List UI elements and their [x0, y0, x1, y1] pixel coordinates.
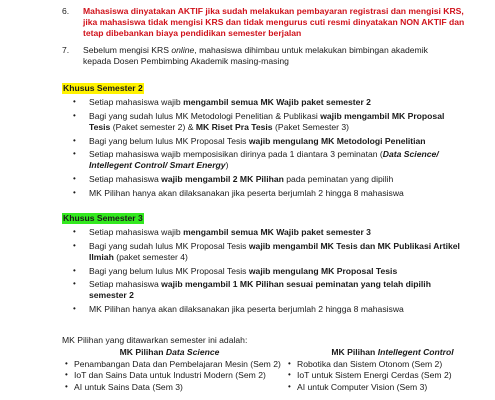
numbered-item-7 — [62, 45, 482, 67]
list-item: • Setiap mahasiswa wajib mengambil semua MK Wajib paket semester 2 — [73, 97, 371, 107]
bullet-icon: • — [73, 188, 76, 198]
list-item: • IoT untuk Sistem Energi Cerdas (Sem 2) — [288, 370, 452, 381]
bullet-icon: • — [73, 110, 76, 120]
item-7-line-2: kepada Dosen Pembimbing Akademik masing-masing — [83, 55, 289, 66]
bullet-icon: • — [73, 304, 76, 314]
bullet-icon: • — [73, 227, 76, 236]
electives-data-science — [62, 347, 281, 393]
bullet-icon: • — [65, 370, 68, 380]
item-6-line-2: jika mahasiswa tidak mengisi KRS dan tidak mengurus cuti resmi dinyatakan NON AKTIF dan — [83, 16, 465, 27]
item-7-line-1: Sebelum mengisi KRS online, mahasiswa dihimbau untuk melakukan bimbingan akademik — [83, 45, 428, 55]
list-item: • IoT dan Sains Data untuk Industri Modern (Sem 2) — [65, 370, 266, 381]
semester-2-list — [62, 97, 482, 202]
bullet-icon: • — [73, 265, 76, 275]
list-item: • Bagi yang belum lulus MK Proposal Tesis wajib mengulang MK Proposal Tesis — [73, 265, 398, 276]
list-item: • MK Pilihan hanya akan dilaksanakan jika peserta berjumlah 2 hingga 8 mahasiswa — [73, 304, 404, 315]
list-item: • Bagi yang sudah lulus MK Proposal Tesis wajib mengambil MK Tesis dan MK Publikasi Artikel Ilmiah (paket semester 4) — [73, 240, 460, 262]
list-item: • AI untuk Sains Data (Sem 3) — [65, 381, 183, 392]
bullet-icon: • — [288, 381, 291, 391]
item-number: 6. — [62, 6, 70, 16]
numbered-item-6 — [62, 6, 482, 38]
list-item: • Setiap mahasiswa wajib mengambil 1 MK Pilihan sesuai peminatan yang telah dipilih semester 2 — [73, 279, 431, 301]
list-item: • Setiap mahasiswa wajib memposisikan dirinya pada 1 diantara 3 peminatan (Data Science/ Intellegent Control/ Smart Energy) — [73, 149, 439, 171]
bullet-icon: • — [73, 135, 76, 145]
bullet-icon: • — [73, 174, 76, 184]
semester-3-heading: Khusus Semester 3 — [63, 213, 143, 223]
list-item: • MK Pilihan hanya akan dilaksanakan jika peserta berjumlah 2 hingga 8 mahasiswa — [73, 188, 404, 199]
bullet-icon: • — [73, 97, 76, 106]
semester-2-heading: Khusus Semester 2 — [63, 83, 143, 93]
item-6-line-3: tetap dibebankan biaya pendidikan semester berjalan — [83, 27, 302, 38]
list-item: • Bagi yang sudah lulus MK Metodologi Penelitian & Publikasi wajib mengambil MK Proposal Tesis (Paket semester 2) & MK Riset Pra Tesis (Paket Semester 3) — [73, 110, 445, 132]
electives-intellegent-control — [285, 347, 495, 393]
list-item: • Bagi yang belum lulus MK Proposal Tesis wajib mengulang MK Metodologi Penelitian — [73, 135, 426, 146]
bullet-icon: • — [288, 358, 291, 368]
list-item: • Penambangan Data dan Pembelajaran Mesin (Sem 2) — [65, 358, 281, 369]
bullet-icon: • — [73, 240, 76, 250]
bullet-icon: • — [73, 149, 76, 159]
column-title: MK Pilihan Data Science — [119, 347, 220, 357]
item-6-line-1: Mahasiswa dinyatakan AKTIF jika sudah melakukan pembayaran registrasi dan mengisi KRS, — [83, 6, 464, 16]
bullet-icon: • — [73, 279, 76, 289]
semester-3-list — [62, 227, 482, 318]
bullet-icon: • — [288, 370, 291, 380]
column-title: MK Pilihan Intellegent Control — [331, 347, 454, 357]
bullet-icon: • — [65, 358, 68, 368]
electives-intro: MK Pilihan yang ditawarkan semester ini adalah: — [62, 335, 248, 345]
list-item: • AI untuk Computer Vision (Sem 3) — [288, 381, 428, 392]
bullet-icon: • — [65, 381, 68, 391]
list-item: • Setiap mahasiswa wajib mengambil 2 MK Pilihan pada peminatan yang dipilih — [73, 174, 394, 185]
list-item: • Setiap mahasiswa wajib mengambil semua MK Wajib paket semester 3 — [73, 227, 371, 237]
list-item: • Robotika dan Sistem Otonom (Sem 2) — [288, 358, 443, 369]
item-number: 7. — [62, 45, 70, 55]
